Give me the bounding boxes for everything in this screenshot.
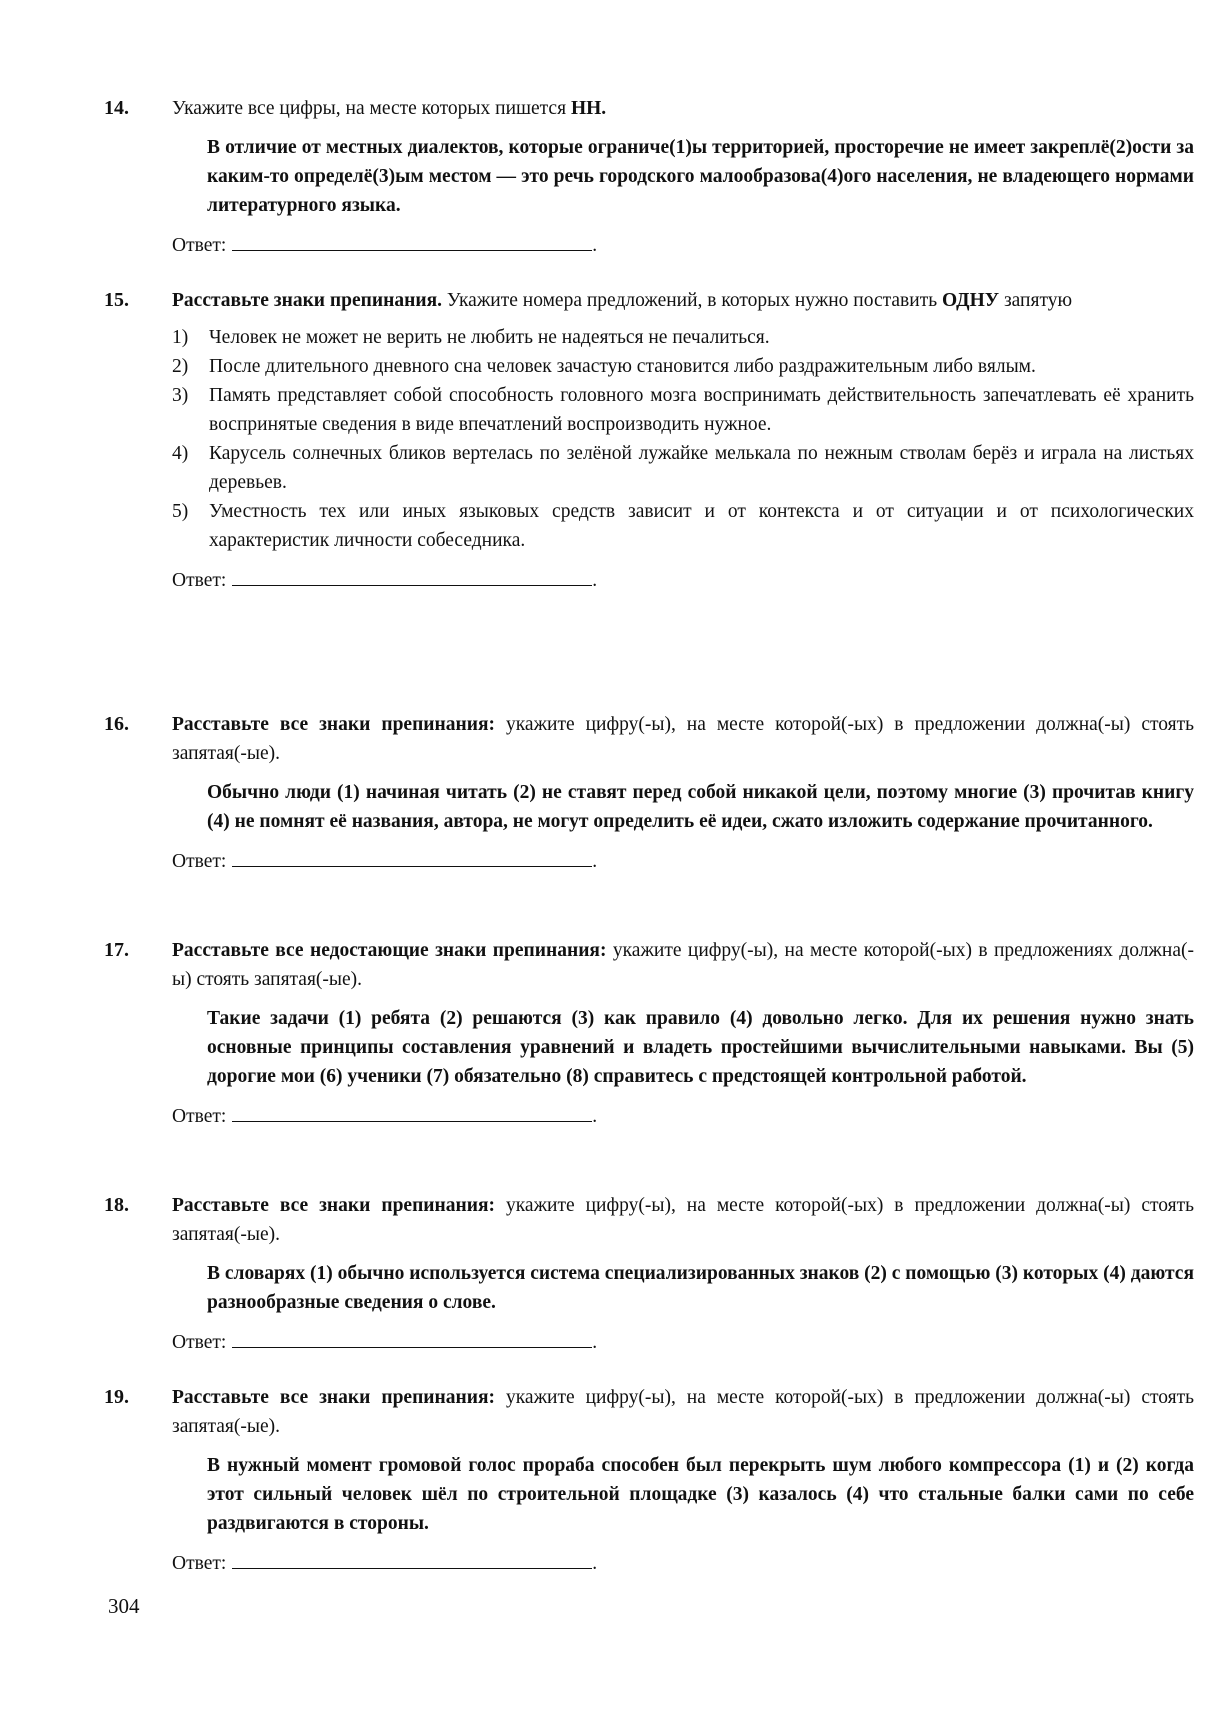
task-16 <box>104 710 1194 876</box>
answer-line[interactable] <box>232 565 592 586</box>
option-item: 4) Карусель солнечных бликов вертелась по зелёной лужайке мелькала по нежным стволам берёз и играла на листьях деревьев. <box>172 443 1194 493</box>
task-sentence: В отличие от местных диалектов, которые ограниче(1)ы территорией, просторечие не имеет закреплё(2)ости за каким-то определё(3)ым местом — это речь городского малообразова(4)ого населения, не владеющего нормами литературного языка. <box>207 137 1194 216</box>
answer-line[interactable] <box>232 1327 592 1348</box>
task-number: 19. <box>104 1386 129 1408</box>
answer-label: Ответ: <box>172 235 227 256</box>
option-item: 1) Человек не может не верить не любить не надеяться не печалиться. <box>172 327 770 348</box>
task-number: 18. <box>104 1194 129 1216</box>
answer-field[interactable]: Ответ: . <box>172 565 1194 595</box>
answer-label: Ответ: <box>172 1553 227 1574</box>
task-19 <box>104 1383 1194 1578</box>
answer-field[interactable]: Ответ: . <box>172 1548 1194 1578</box>
task-number: 14. <box>104 97 129 119</box>
task-question: Расставьте все знаки препинания: укажите цифру(-ы), на месте которой(-ых) в предложении должна(-ы) стоять запятая(-ые). <box>172 1387 1194 1437</box>
page-number: 304 <box>108 1594 140 1618</box>
answer-field[interactable]: Ответ: . <box>172 846 1194 876</box>
task-sentence: В словарях (1) обычно используется система специализированных знаков (2) с помощью (3) которых (4) даются разнообразные сведения о слове. <box>207 1263 1194 1313</box>
task-18 <box>104 1191 1194 1357</box>
option-item: 2) После длительного дневного сна человек зачастую становится либо раздражительным либо вялым. <box>172 356 1036 377</box>
answer-field[interactable]: Ответ: . <box>172 1101 1194 1131</box>
answer-line[interactable] <box>232 846 592 867</box>
task-number: 17. <box>104 939 129 961</box>
answer-label: Ответ: <box>172 851 227 872</box>
answer-line[interactable] <box>232 230 592 251</box>
answer-line[interactable] <box>232 1548 592 1569</box>
answer-label: Ответ: <box>172 1332 227 1353</box>
task-17 <box>104 936 1194 1131</box>
answer-field[interactable]: Ответ: . <box>172 1327 1194 1357</box>
options-list <box>172 323 1194 555</box>
task-15 <box>104 286 1194 595</box>
task-number: 15. <box>104 289 129 311</box>
task-question: Расставьте все недостающие знаки препинания: укажите цифру(-ы), на месте которой(-ых) в предложениях должна(-ы) стоять запятая(-ые). <box>172 940 1194 990</box>
task-question: Расставьте все знаки препинания: укажите цифру(-ы), на месте которой(-ых) в предложении должна(-ы) стоять запятая(-ые). <box>172 1195 1194 1245</box>
task-sentence: В нужный момент громовой голос прораба способен был перекрыть шум любого компрессора (1) и (2) когда этот сильный человек шёл по строительной площадке (3) казалось (4) что стальные балки сами по себе раздвигаются в стороны. <box>207 1455 1194 1534</box>
task-question: Расставьте знаки препинания. Укажите номера предложений, в которых нужно поставить ОДНУ запятую <box>172 290 1073 311</box>
task-14 <box>104 94 1194 260</box>
option-item: 3) Память представляет собой способность головного мозга воспринимать действительность запечатлевать её хранить воспринятые сведения в виде впечатлений воспроизводить нужное. <box>172 385 1194 435</box>
task-question: Расставьте все знаки препинания: укажите цифру(-ы), на месте которой(-ых) в предложении должна(-ы) стоять запятая(-ые). <box>172 714 1194 764</box>
option-item: 5) Уместность тех или иных языковых средств зависит и от контекста и от ситуации и от психологических характеристик личности собеседника. <box>172 501 1194 551</box>
task-number: 16. <box>104 713 129 735</box>
task-sentence: Такие задачи (1) ребята (2) решаются (3) как правило (4) довольно легко. Для их решения нужно знать основные принципы составления уравнений и владеть простейшими вычислительными навыками. Вы (5) дорогие мои (6) ученики (7) обязательно (8) справитесь с предстоящей контрольной работой. <box>207 1008 1194 1087</box>
answer-field[interactable]: Ответ: . <box>172 230 1194 260</box>
answer-line[interactable] <box>232 1101 592 1122</box>
task-question: Укажите все цифры, на месте которых пишется НН. <box>172 98 607 119</box>
task-sentence: Обычно люди (1) начиная читать (2) не ставят перед собой никакой цели, поэтому многие (3) прочитав книгу (4) не помнят её названия, автора, не могут определить её идеи, сжато изложить содержание прочитанного. <box>207 782 1194 832</box>
answer-label: Ответ: <box>172 570 227 591</box>
answer-label: Ответ: <box>172 1106 227 1127</box>
